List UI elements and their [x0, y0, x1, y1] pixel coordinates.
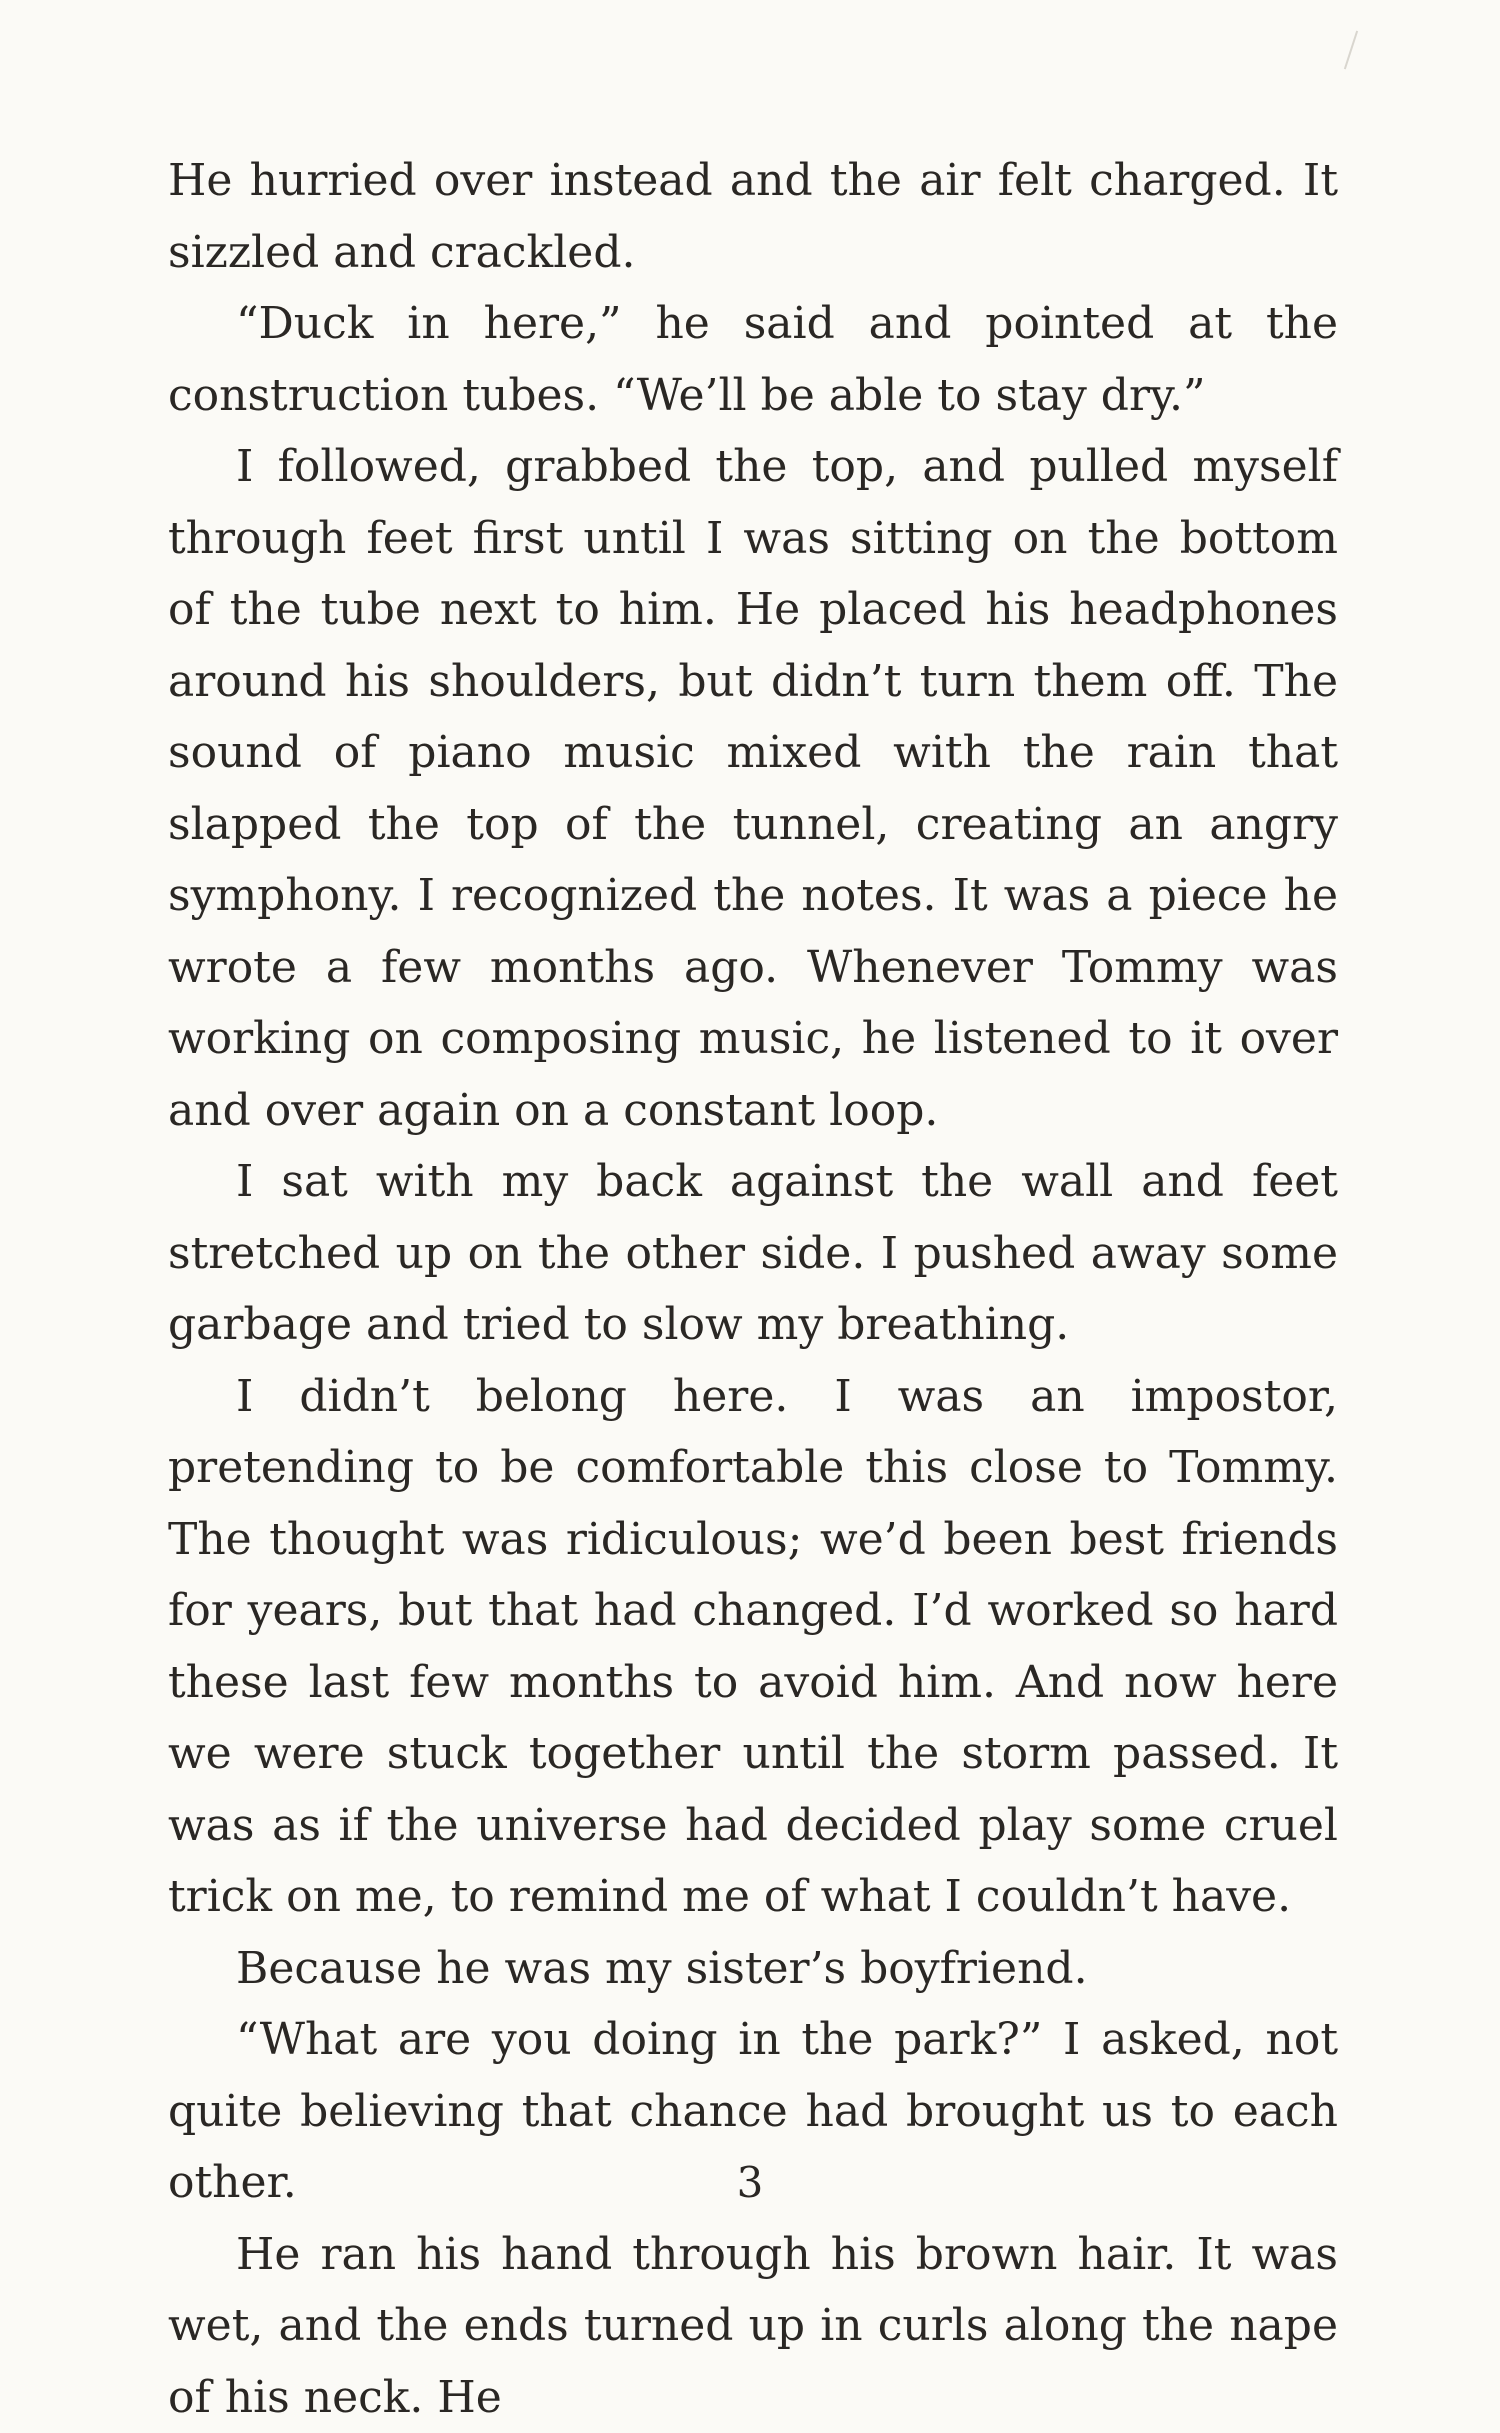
paragraph-3: I followed, grabbed the top, and pulled myself through feet first until I was sitting on the bottom of the tube next to him. He placed his headphones around his shoulders, but didn’t turn them off. The sound of piano music mixed with the rain that slapped the top of the tunnel, creating an angry symphony. I recognized the notes. It was a piece he wrote a few months ago. Whenever Tommy was working on composing music, he listened to it over and over again on a constant loop. [168, 431, 1338, 1146]
page-number: 3 [0, 2158, 1500, 2208]
paragraph-5: I didn’t belong here. I was an impostor, pretending to be comfortable this close to Tommy. The thought was ridiculous; we’d been best friends for years, but that had changed. I’d worked so hard these last few months to avoid him. And now here we were stuck together until the storm passed. It was as if the universe had decided play some cruel trick on me, to remind me of what I couldn’t have. [168, 1361, 1338, 1933]
paragraph-8: He ran his hand through his brown hair. It was wet, and the ends turned up in curls along the nape of his neck. He [168, 2219, 1338, 2433]
paragraph-4: I sat with my back against the wall and feet stretched up on the other side. I pushed away some garbage and tried to slow my breathing. [168, 1146, 1338, 1361]
paper-mark [1344, 31, 1358, 70]
paragraph-1: He hurried over instead and the air felt charged. It sizzled and crackled. [168, 145, 1338, 288]
paragraph-6: Because he was my sister’s boyfriend. [168, 1933, 1338, 2005]
body-text [168, 145, 1338, 2433]
paragraph-7: “What are you doing in the park?” I asked, not quite believing that chance had brought us to each other. [168, 2004, 1338, 2219]
paragraph-2: “Duck in here,” he said and pointed at the construction tubes. “We’ll be able to stay dry.” [168, 288, 1338, 431]
